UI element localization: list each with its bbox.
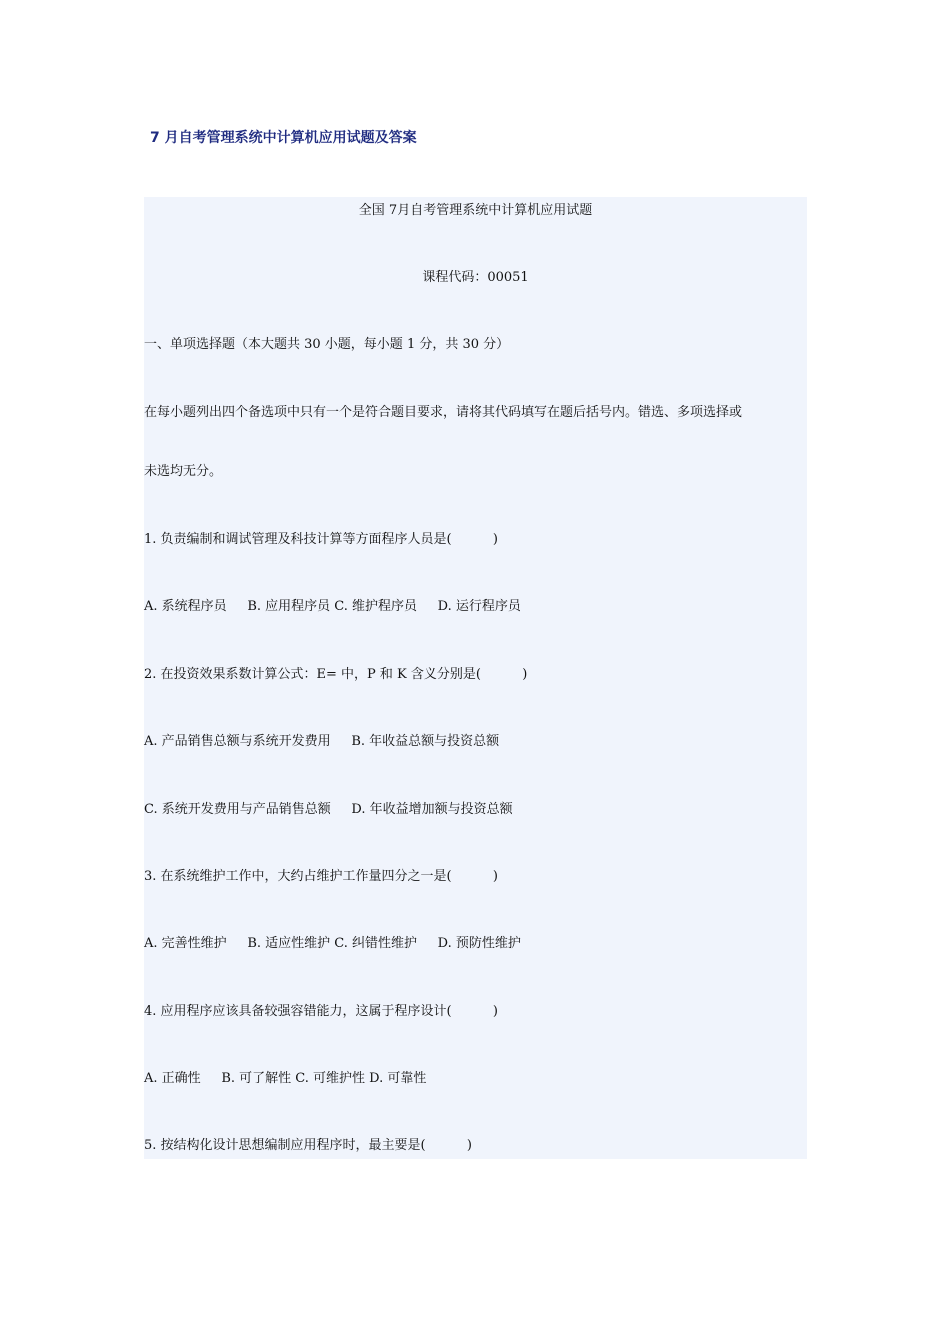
exam-title: 全国 7月自考管理系统中计算机应用试题 [358, 203, 593, 218]
question-3-options: A. 完善性维护 B. 适应性维护 C. 纠错性维护 D. 预防性维护 [144, 936, 521, 951]
exam-content-panel [144, 197, 807, 1159]
question-4-options: A. 正确性 B. 可了解性 C. 可维护性 D. 可靠性 [144, 1071, 427, 1086]
course-code: 课程代码：00051 [422, 270, 529, 285]
question-4-stem: 4. 应用程序应该具备较强容错能力，这属于程序设计( ) [144, 1004, 499, 1019]
instructions-line-2: 未选均无分。 [144, 464, 223, 479]
question-1-options: A. 系统程序员 B. 应用程序员 C. 维护程序员 D. 运行程序员 [144, 599, 521, 614]
question-3-stem: 3. 在系统维护工作中，大约占维护工作量四分之一是( ) [144, 869, 499, 884]
question-1-stem: 1. 负责编制和调试管理及科技计算等方面程序人员是( ) [144, 532, 499, 547]
question-5-stem: 5. 按结构化设计思想编制应用程序时，最主要是( ) [144, 1138, 473, 1153]
document-title: 7 月自考管理系统中计算机应用试题及答案 [150, 130, 417, 146]
instructions-line-1: 在每小题列出四个备选项中只有一个是符合题目要求，请将其代码填写在题后括号内。错选、多项选择或 [144, 405, 743, 420]
section-heading: 一、单项选择题（本大题共 30 小题，每小题 1 分，共 30 分） [144, 337, 510, 352]
question-2-options-c-d: C. 系统开发费用与产品销售总额 D. 年收益增加额与投资总额 [144, 802, 513, 817]
question-2-options-a-b: A. 产品销售总额与系统开发费用 B. 年收益总额与投资总额 [144, 734, 500, 749]
question-2-stem: 2. 在投资效果系数计算公式：E= 中，P 和 K 含义分别是( ) [144, 667, 528, 682]
